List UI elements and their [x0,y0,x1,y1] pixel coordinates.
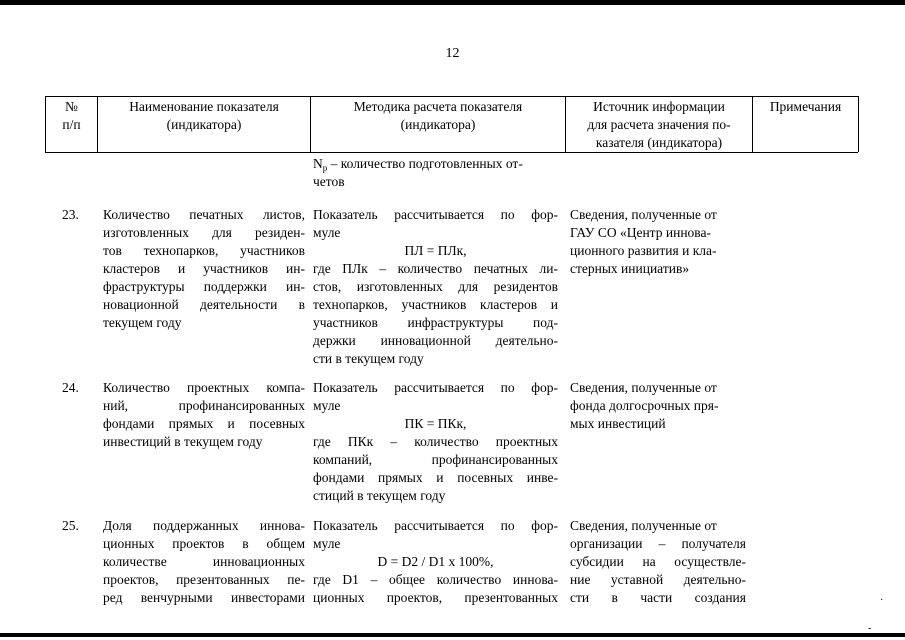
header-num-line: № [65,99,78,114]
col-border [858,96,859,152]
formula: ПК = ПКк, [404,416,467,431]
np-definition-cont: четов [313,174,345,189]
text-line: Показатель рассчитывается по фор- [313,518,558,533]
table-top-border [45,96,858,97]
text-line: муле [313,225,341,240]
text-line: Показатель рассчитывается по фор- [313,380,558,395]
text-line: изготовленных для резиден- [103,225,305,240]
text-line: муле [313,536,341,551]
text-line: проектов, презентованных пе- [103,572,305,587]
text-line: где ПЛк – количество печатных ли- [313,261,558,276]
text-line: субсидии на осуществле- [570,554,746,569]
information-source [570,517,746,607]
header-notes [753,98,858,116]
text-line: ние уставной деятельно- [570,572,746,587]
scan-speck: - [868,623,872,634]
np-symbol: N [313,156,323,171]
text-line: сти в части создания [570,590,746,605]
row-number: 25. [62,518,79,533]
information-source [570,379,746,433]
bottom-border [0,633,905,637]
text-line: сти в текущем году [313,351,424,366]
header-source [566,98,752,152]
header-source-line: Источник информации [593,99,725,114]
text-line: муле [313,398,341,413]
indicator-name [103,206,305,332]
text-line: участников инфраструктуры под- [313,315,558,330]
text-line: стерных инициатив» [570,261,690,276]
text-line: организации – получателя [570,536,746,551]
text-line: ционных проектов в общем [103,536,305,551]
text-line: фонда долгосрочных пря- [570,398,719,413]
text-line: инвестиций в текущем году [103,434,263,449]
text-line: стиций в текущем году [313,488,446,503]
header-name-line: (индикатора) [166,117,242,132]
header-name [98,98,310,134]
text-line: держки инновационной деятельно- [313,333,558,348]
np-definition [313,155,523,173]
calculation-method [313,517,558,607]
text-line: ред венчурными инвесторами [103,590,305,605]
text-line: мых инвестиций [570,416,666,431]
text-line: Количество печатных листов, [103,207,305,222]
header-method-line: (индикатора) [400,117,476,132]
page-number: 12 [445,46,460,61]
header-method-line: Методика расчета показателя [353,99,523,114]
text-line: Показатель рассчитывается по фор- [313,207,558,222]
np-text: – количество подготовленных от- [327,156,523,171]
formula: D = D2 / D1 x 100%, [377,554,494,569]
header-source-line: для расчета значения по- [587,117,731,132]
text-line: где D1 – общее количество иннова- [313,572,558,587]
text-line: ционных проектов, презентованных [313,590,558,605]
row-number: 24. [62,380,79,395]
header-source-line: казателя (индикатора) [595,135,723,150]
text-line: количестве инновационных [103,554,305,569]
text-line: компаний, профинансированных [313,452,558,467]
text-line: фондами прямых и посевных [103,416,305,431]
header-name-line: Наименование показателя [129,99,279,114]
text-line: Сведения, полученные от [570,380,717,395]
calculation-method [313,206,558,368]
text-line: фраструктуры поддержки ин- [103,279,305,294]
text-line: Количество проектных компа- [103,380,305,395]
text-line: технопарков, участников кластеров и [313,297,558,312]
information-source [570,206,746,278]
header-notes-line: Примечания [769,99,842,114]
indicator-name [103,517,305,607]
text-line: стов, изготовленных для резидентов [313,279,558,294]
np-subscript: p [322,163,328,173]
text-line: фондами прямых и посевных инве- [313,470,558,485]
text-line: ний, профинансированных [103,398,305,413]
calculation-method [313,379,558,505]
header-method [311,98,565,134]
formula: ПЛ = ПЛк, [404,243,467,258]
text-line: Сведения, полученные от [570,207,717,222]
text-line: Сведения, полученные от [570,518,717,533]
header-bottom-border [45,152,858,153]
row-number: 23. [62,207,79,222]
top-border [0,0,905,5]
text-line: текущем году [103,315,182,330]
header-num-line: п/п [62,117,81,132]
indicator-name [103,379,305,451]
text-line: ционного развития и кла- [570,243,717,258]
text-line: новационной деятельности в [103,297,305,312]
text-line: где ПКк – количество проектных [313,434,558,449]
scan-speck: · [880,595,884,606]
text-line: тов технопарков, участников [103,243,305,258]
text-line: кластеров и участников ин- [103,261,305,276]
header-num [46,98,97,134]
text-line: Доля поддержанных иннова- [103,518,305,533]
text-line: ГАУ СО «Центр иннова- [570,225,711,240]
